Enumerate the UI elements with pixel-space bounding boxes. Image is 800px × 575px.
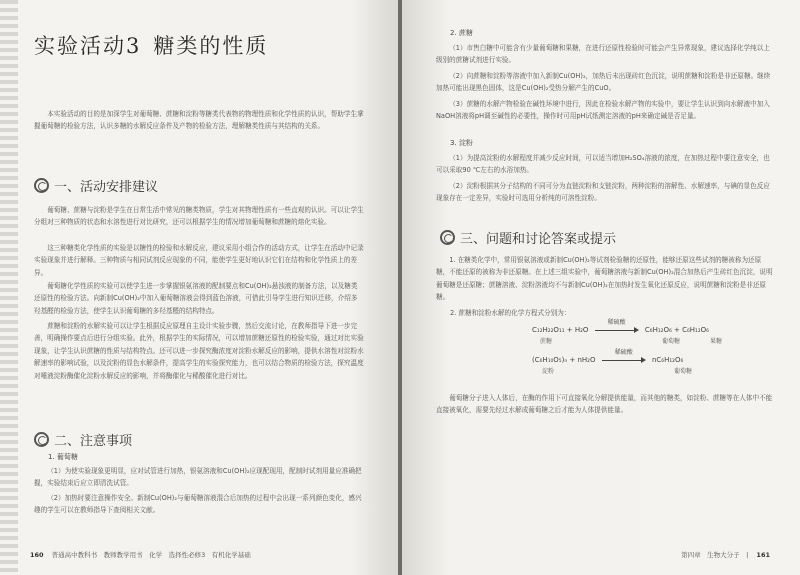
paragraph: 葡萄糖、蔗糖与淀粉是学生在日常生活中常见的糖类物质，学生对其物理性质有一些直观的认识。可以让学生分组对三种物质的状态和水溶性进行对比研究，还可以根据学生的情况增加葡萄糖和蔗糖的熔化实验。 [34,206,364,227]
equation-sucrose-hydrolysis: C₁₂H₂₂O₁₁ + H₂O 稀硫酸 C₆H₁₂O₆ + C₆H₁₂O₆ 蔗糖 葡萄糖 果糖 [532,319,723,345]
left-page [0,0,398,575]
footer-text: 普通高中教科书 教师教学用书 化学 选择性必修3 有机化学基础 [51,551,251,559]
page-number: 160 [30,551,44,559]
paragraph: （2）向蔗糖和淀粉等溶液中加入新制Cu(OH)₂，加热后未出现砖红色沉淀，说明蔗糖和淀粉是非还原糖。继续加热可能出现黑色固体，这是Cu(OH)₂受热分解产生的CuO。 [436,72,771,93]
reaction-arrow: 稀硫酸 [602,356,646,364]
paragraph: 1. 在糖类化学中，常用银氨溶液或新制Cu(OH)₂等试剂检验糖的还原性，能够还原这些试剂的糖被称为还原糖，不能还原的被称为非还原糖。在上述三组实验中，葡萄糖溶液与新制Cu(OH)₂混合加热后产生砖红色沉淀，说明葡萄糖是还原糖；蔗糖溶液、淀粉溶液均不与新制Cu(OH)₂在加热时发生氧化还原反应，说明蔗糖和淀粉是非还原糖。 [436,256,773,302]
page-title [34,30,268,60]
spiral-icon [34,432,49,447]
right-page [402,0,800,575]
side-decoration-band [0,0,18,575]
spiral-icon [34,178,49,193]
reaction-arrow: 稀硫酸 [595,326,639,334]
paragraph: 葡萄糖分子进入人体后，在酶的作用下可直接氧化分解提供能量，而其他的糖类，如淀粉、蔗糖等在人体中不能直接被氧化，需要先经过水解成葡萄糖之后才能为人体提供能量。 [436,394,773,415]
paragraph: 蔗糖和淀粉的水解实验可以让学生根据反应原理自主设计实验步骤，然后交流讨论，在教师指导下进一步完善，明确操作要点后进行分组实验。此外，根据学生的实际情况，可以增加蔗糖还原性的检验实验，通过对比实验现象，让学生认识蔗糖的性质与结构特点。还可以进一步探究酶浓度对淀粉水解反应的影响，提供水溶性对淀粉水解速率的影响试验，以及淀粉的显色水解条件，提高学生的实验探究能力，也可以结合物质的检验方法，探究温度对唾液淀粉酶催化淀粉水解反应的影响，并将酶催化与稀酸催化进行对比。 [34,322,364,380]
equation-starch-hydrolysis: (C₆H₁₀O₅)ₙ + nH₂O 稀硫酸 nC₆H₁₂O₆ 淀粉 葡萄糖 [532,349,693,375]
intro-paragraph: 本实验活动的目的是加深学生对葡萄糖、蔗糖和淀粉等糖类代表物的物理性质和化学性质的认识，帮助学生掌握葡萄糖的检验方法，认识多糖的水解反应条件及产物的检验方法，理解糖类性质与其结构的关系。 [34,110,364,131]
paragraph: 这三种糖类化学性质的实验是以糖性的检验和水解反应，建议采用小组合作的活动方式，让学生在活动中记录实验现象并进行解释。三种物质与相同试剂反应现象的不同，能使学生更好地认识它们在结构和化学性质上的差异。 [34,244,364,277]
page-number: 161 [756,551,770,559]
paragraph: 2. 蔗糖和淀粉水解的化学方程式分别为： [450,309,571,317]
compound-name: 蔗糖 [540,338,553,345]
section-heading-3: 三、问题和讨论答案或提示 [440,228,616,247]
section-heading-2: 二、注意事项 [34,430,132,449]
compound-name: 淀粉 [542,368,555,375]
page-footer [681,550,770,559]
compound-name: 葡萄糖 [662,338,681,345]
paragraph: （1）为使实验现象更明显，应对试管进行加热，银氨溶液和Cu(OH)₂应现配现用，配制时试剂用量应准确把握，实验结束后应立即清洗试管。 [34,467,362,488]
section-heading-1: 一、活动安排建议 [34,176,158,195]
page-footer [30,550,251,559]
paragraph: （2）淀粉根据其分子结构的不同可分为直链淀粉和支链淀粉，两种淀粉的溶解性、水解速率，与碘的显色反应现象存在一定差异，实验时可选用分析纯的可溶性淀粉。 [436,182,770,203]
compound-name: 果糖 [710,338,723,345]
subheading: 1. 葡萄糖 [48,453,78,461]
subheading: 2. 蔗糖 [450,29,473,37]
subheading: 3. 淀粉 [450,139,473,147]
compound-name: 葡萄糖 [674,368,693,375]
paragraph: （1）为提高淀粉的水解程度并减少反应时间，可以适当增加H₂SO₄溶液的浓度，在加热过程中要注意安全，也可以采取90 ℃左右的水浴加热。 [436,154,770,175]
title-prefix: 实验活动3 [34,34,142,58]
title-main: 糖类的性质 [153,34,269,58]
paragraph: 葡萄糖化学性质的实验可以使学生进一步掌握银氨溶液的配制要点和Cu(OH)₂悬浊液的制备方法，以及糖类还原性的检验方法。向新制Cu(OH)₂中加入葡萄糖溶液会得到蓝色溶液，可借此引导学生进行知识迁移，介绍多羟基醛的检验方法，使学生认识葡萄糖的多羟基醛的结构特点。 [34,282,358,315]
paragraph: （1）市售白糖中可能含有少量葡萄糖和果糖，在进行还原性检验时可能会产生异常现象，建议选择化学纯以上级别的蔗糖试剂进行实验。 [436,44,770,65]
spiral-icon [440,230,455,245]
footer-text: 第四章 生物大分子 | [681,551,749,559]
paragraph: （3）蔗糖的水解产物检验在碱性环境中进行，因此在检验水解产物的实验中，要让学生认识到向水解液中加入NaOH溶液将pH调至碱性的必要性，操作时可用pH试纸测定溶液的pH来确定碱是否足量。 [436,100,770,121]
paragraph: （2）加热时要注意操作安全。新制Cu(OH)₂与葡萄糖溶液混合后加热的过程中会出现一系列颜色变化，感兴趣的学生可以在教师指导下查阅相关文献。 [34,494,362,515]
